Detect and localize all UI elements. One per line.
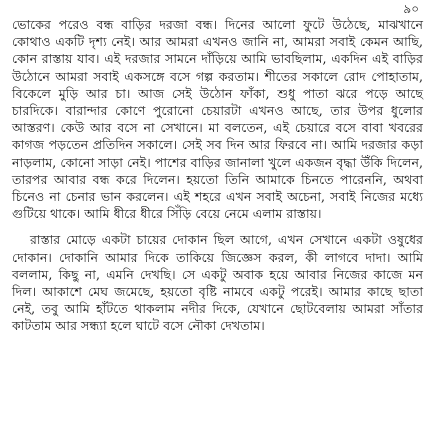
paragraph-2: রাস্তার মোড়ে একটা চায়ের দোকান ছিল আগে, এখন সেখানে একটা ওষুধের দোকান। দোকানি আমার দিকে তাকিয়ে জিজ্ঞেস করল, কী লাগবে দাদা। আমি বললাম, কিছু না, এমনি দেখছি। সে একটু অবাক হয়ে আবার নিজের কাজে মন দিল। আকাশে মেঘ জমেছে, হয়তো বৃষ্টি নামবে একটু পরেই। আমার কাছে ছাতা নেই, তবু আমি হাঁটতে থাকলাম নদীর দিকে, যেখানে ছোটবেলায় আমরা সাঁতার কাটতাম আর সন্ধ্যা হলে ঘাটে বসে নৌকা দেখতাম। (12, 232, 423, 334)
page-number: ৯০ (403, 2, 419, 16)
paragraph-1: ভোকের পরেও বন্ধ বাড়ির দরজা বন্ধ। দিনের আলো ফুটে উঠেছে, মাঝখানে কোথাও একটি দৃশ্য নেই। আর আমরা এখনও জানি না, আমরা সবাই কেমন আছি, কোন রাস্তায় যাব। এই দরজার সামনে দাঁড়িয়ে আমি ভাবছিলাম, একদিন এই বাড়ির উঠোনে আমরা সবাই একসঙ্গে বসে গল্প করতাম। শীতের সকালে রোদ পোহাতাম, বিকেলে মুড়ি আর চা। আজ সেই উঠোন ফাঁকা, শুধু পাতা ঝরে পড়ে আছে চারদিকে। বারান্দার কোণে পুরোনো চেয়ারটা এখনও আছে, তার উপর ধুলোর আস্তরণ। কেউ আর বসে না সেখানে। মা বলতেন, এই চেয়ারে বসে বাবা খবরের কাগজ পড়তেন প্রতিদিন সকালে। সেই সব দিন আর ফিরবে না। আমি দরজার কড়া নাড়লাম, কোনো সাড়া নেই। পাশের বাড়ির জানালা খুলে একজন বৃদ্ধা উঁকি দিলেন, তারপর আবার বন্ধ করে দিলেন। হয়তো তিনি আমাকে চিনতে পারেননি, অথবা চিনেও না চেনার ভান করলেন। এই শহরে এখন সবাই অচেনা, সবাই নিজের মধ্যে গুটিয়ে থাকে। আমি ধীরে ধীরে সিঁড়ি বেয়ে নেমে এলাম রাস্তায়। (12, 17, 423, 222)
